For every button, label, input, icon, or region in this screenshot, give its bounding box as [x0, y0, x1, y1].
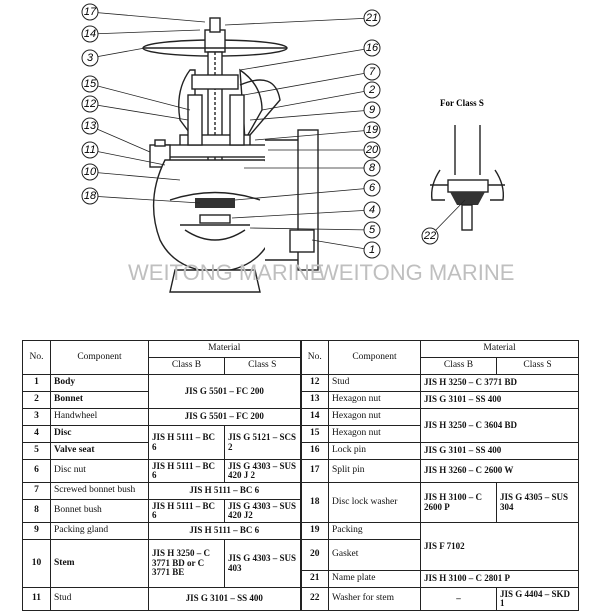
row-material: JIS H 3250 – C 3771 BD [421, 375, 579, 392]
header-class-s-left: Class S [225, 358, 301, 375]
row-component: Hexagon nut [329, 392, 421, 409]
callout-number: 13 [83, 120, 97, 132]
header-class-s-right: Class S [497, 358, 579, 375]
callout-number: 18 [83, 190, 97, 202]
callout-leader-7 [244, 72, 372, 95]
table-row [23, 588, 579, 611]
row-no: 11 [23, 588, 51, 611]
callout-number: 4 [368, 204, 376, 216]
watermark-right: WEITONG MARINE [318, 260, 515, 285]
row-component: Bonnet bush [51, 500, 149, 523]
row-no: 17 [301, 460, 329, 483]
callout-number: 17 [83, 6, 97, 18]
row-no: 6 [23, 460, 51, 483]
row-material-b: – [421, 588, 497, 611]
row-component: Name plate [329, 571, 421, 588]
row-material-s: JIS G 4303 – SUS 420 J2 [225, 500, 301, 523]
row-component: Lock pin [329, 443, 421, 460]
callout-number: 12 [83, 98, 97, 110]
row-component: Disc lock washer [329, 483, 421, 523]
table-row [23, 443, 579, 460]
row-no: 13 [301, 392, 329, 409]
row-material-s: JIS G 5121 – SCS 2 [225, 426, 301, 460]
row-material: JIS G 3101 – SS 400 [149, 588, 301, 611]
callout-number: 1 [368, 244, 376, 256]
header-class-b-right: Class B [421, 358, 497, 375]
row-no: 9 [23, 523, 51, 540]
callout-14 [82, 26, 200, 42]
row-material-b: JIS H 5111 – BC 6 [149, 426, 225, 460]
callout-number: 21 [365, 12, 379, 24]
callout-leader-12 [90, 104, 188, 120]
watermark-left: WEITONG MARINE [128, 260, 325, 285]
row-component: Washer for stem [329, 588, 421, 611]
callout-number: 7 [368, 66, 376, 78]
callout-number: 20 [365, 144, 379, 156]
row-no: 20 [301, 540, 329, 571]
callout-leader-21 [225, 18, 372, 25]
row-no: 15 [301, 426, 329, 443]
row-material: JIS G 3101 – SS 400 [421, 392, 579, 409]
row-no: 2 [23, 392, 51, 409]
class-s-title: For Class S [440, 98, 484, 108]
table-row [23, 375, 579, 392]
table-row [23, 483, 579, 500]
row-material: JIS H 3250 – C 3604 BD [421, 409, 579, 443]
row-no: 14 [301, 409, 329, 426]
header-class-b-left: Class B [149, 358, 225, 375]
row-material: JIS G 5501 – FC 200 [149, 409, 301, 426]
callout-1 [312, 240, 380, 258]
callout-number: 16 [365, 42, 379, 54]
row-no: 16 [301, 443, 329, 460]
row-no: 7 [23, 483, 51, 500]
row-component: Body [51, 375, 149, 392]
callout-number: 15 [83, 78, 97, 90]
row-component: Stud [51, 588, 149, 611]
row-material-b: JIS H 5111 – BC 6 [149, 460, 225, 483]
row-component: Screwed bonnet bush [51, 483, 149, 500]
row-no: 21 [301, 571, 329, 588]
row-no: 8 [23, 500, 51, 523]
row-material-s: JIS G 4303 – SUS 403 [225, 540, 301, 588]
callout-7 [244, 64, 380, 95]
row-material-s: JIS G 4303 – SUS 420 J 2 [225, 460, 301, 483]
table-row [23, 409, 579, 426]
row-material: JIS H 5111 – BC 6 [149, 483, 301, 500]
row-no: 12 [301, 375, 329, 392]
header-material-left: Material [149, 341, 301, 358]
row-component: Disc nut [51, 460, 149, 483]
row-component: Hexagon nut [329, 409, 421, 426]
callout-number: 10 [83, 166, 97, 178]
row-material: JIS G 5501 – FC 200 [149, 375, 301, 409]
row-component: Disc [51, 426, 149, 443]
header-no-left: No. [23, 341, 51, 375]
row-material-b: JIS H 5111 – BC 6 [149, 500, 225, 523]
row-component: Gasket [329, 540, 421, 571]
table-row [23, 523, 579, 540]
callout-9 [250, 102, 380, 120]
row-no: 5 [23, 443, 51, 460]
callout-number: 11 [84, 144, 96, 156]
callout-number: 14 [83, 28, 97, 40]
callout-leader-1 [312, 240, 372, 250]
callout-12 [82, 96, 188, 120]
callout-leader-14 [90, 30, 200, 34]
row-material-b: JIS H 3100 – C 2600 P [421, 483, 497, 523]
header-component-right: Component [329, 341, 421, 375]
header-material-right: Material [421, 341, 579, 358]
handwheel-shape [143, 18, 287, 56]
row-no: 1 [23, 375, 51, 392]
row-component: Packing [329, 523, 421, 540]
callout-leader-17 [90, 12, 205, 22]
row-component: Stud [329, 375, 421, 392]
row-material-s: JIS G 4305 – SUS 304 [497, 483, 579, 523]
header-component-left: Component [51, 341, 149, 375]
callout-number: 8 [368, 162, 376, 174]
row-material: JIS F 7102 [421, 523, 579, 571]
row-component: Valve seat [51, 443, 149, 460]
row-material: JIS G 3101 – SS 400 [421, 443, 579, 460]
header-no-right: No. [301, 341, 329, 375]
row-component: Bonnet [51, 392, 149, 409]
row-component: Stem [51, 540, 149, 588]
row-no: 22 [301, 588, 329, 611]
material-table-wrap [22, 340, 578, 611]
callout-leader-9 [250, 110, 372, 120]
callout-21 [225, 10, 380, 26]
callout-17 [82, 4, 205, 22]
row-material-b: JIS H 3250 – C 3771 BD or C 3771 BE [149, 540, 225, 588]
row-component: Packing gland [51, 523, 149, 540]
row-component: Hexagon nut [329, 426, 421, 443]
callout-number: 5 [368, 224, 376, 236]
row-material: JIS H 3100 – C 2801 P [421, 571, 579, 588]
callout-number: 9 [368, 104, 376, 116]
row-no: 19 [301, 523, 329, 540]
row-component: Split pin [329, 460, 421, 483]
callout-3 [82, 48, 145, 66]
table-row [23, 392, 579, 409]
row-material-s: JIS G 4404 – SKD 1 [497, 588, 579, 611]
row-no: 10 [23, 540, 51, 588]
callout-leader-13 [90, 126, 150, 152]
row-no: 18 [301, 483, 329, 523]
callout-number: 3 [86, 52, 94, 64]
callout-number: 19 [365, 124, 379, 136]
callout-number: 6 [368, 182, 376, 194]
row-component: Handwheel [51, 409, 149, 426]
callout-number: 2 [368, 84, 376, 96]
table-row [23, 460, 579, 483]
callout-22 [422, 200, 465, 244]
material-table [22, 340, 579, 611]
row-no: 4 [23, 426, 51, 443]
callout-number: 22 [423, 230, 437, 242]
class-s-detail [430, 125, 505, 230]
row-material: JIS H 3260 – C 2600 W [421, 460, 579, 483]
row-material: JIS H 5111 – BC 6 [149, 523, 301, 540]
row-no: 3 [23, 409, 51, 426]
